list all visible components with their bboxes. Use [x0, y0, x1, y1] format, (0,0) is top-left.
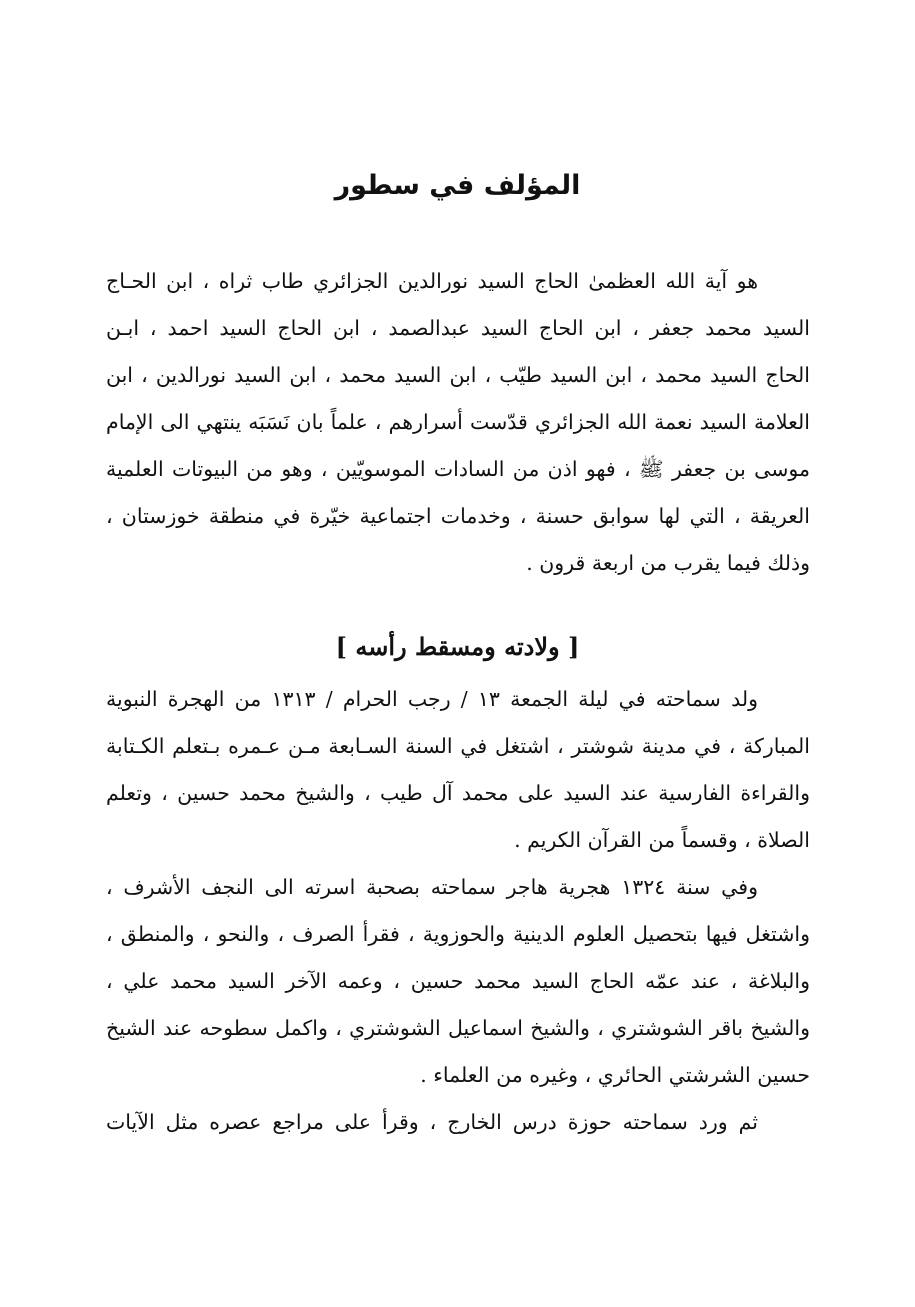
text-line: حسين الشرشتي الحائري ، وغيره من العلماء . [420, 1063, 810, 1087]
paragraph [106, 864, 810, 1099]
intro-paragraph [106, 258, 810, 587]
text-line: السيد محمد جعفر ، ابن الحاج السيد عبدالصمد ، ابن الحاج السيد احمد ، ابـن [106, 316, 810, 340]
text-line: العريقة ، التي لها سوابق حسنة ، وخدمات اجتماعية خيّرة في منطقة خوزستان ، [106, 504, 810, 528]
text-line: وفي سنة ١٣٢٤ هجرية هاجر سماحته بصحبة اسرته الى النجف الأشرف ، [106, 875, 758, 899]
text-line: وذلك فيما يقرب من اربعة قرون . [526, 551, 810, 575]
text-line: واشتغل فيها بتحصيل العلوم الدينية والحوزوية ، فقرأ الصرف ، والنحو ، والمنطق ، [106, 922, 810, 946]
paragraph [106, 676, 810, 864]
text-line: المباركة ، في مدينة شوشتر ، اشتغل في السنة السـابعة مـن عـمره بـتعلم الكـتابة [106, 734, 810, 758]
text-line: والشيخ باقر الشوشتري ، والشيخ اسماعيل الشوشتري ، واكمل سطوحه عند الشيخ [106, 1016, 810, 1040]
birth-section [106, 676, 810, 1146]
text-line: هو آية الله العظمىٰ الحاج السيد نورالدين الجزائري طاب ثراه ، ابن الحـاج [106, 269, 758, 293]
text-line: العلامة السيد نعمة الله الجزائري قدّست أسرارهم ، علماً بان نَسَبَه ينتهي الى الإمام [106, 410, 810, 434]
text-line: الصلاة ، وقسماً من القرآن الكريم . [514, 828, 810, 852]
page-title: المؤلف في سطور [334, 170, 581, 201]
paragraph [106, 1099, 810, 1146]
text-line: موسى بن جعفر ﷺ ، فهو اذن من السادات الموسويّين ، وهو من البيوتات العلمية [106, 457, 810, 481]
text-line: والقراءة الفارسية عند السيد على محمد آل طيب ، والشيخ محمد حسين ، وتعلم [106, 781, 810, 805]
text-line: ثم ورد سماحته حوزة درس الخارج ، وقرأ على مراجع عصره مثل الآيات [106, 1110, 758, 1134]
section-heading: [ ولادته ومسقط رأسه ] [335, 632, 580, 661]
text-line: والبلاغة ، عند عمّه الحاج السيد محمد حسين ، وعمه الآخر السيد محمد علي ، [106, 969, 810, 993]
text-line: ولد سماحته في ليلة الجمعة ١٣ / رجب الحرام / ١٣١٣ من الهجرة النبوية [106, 687, 758, 711]
text-line: الحاج السيد محمد ، ابن السيد طيّب ، ابن السيد محمد ، ابن السيد نورالدين ، ابن [106, 363, 810, 387]
